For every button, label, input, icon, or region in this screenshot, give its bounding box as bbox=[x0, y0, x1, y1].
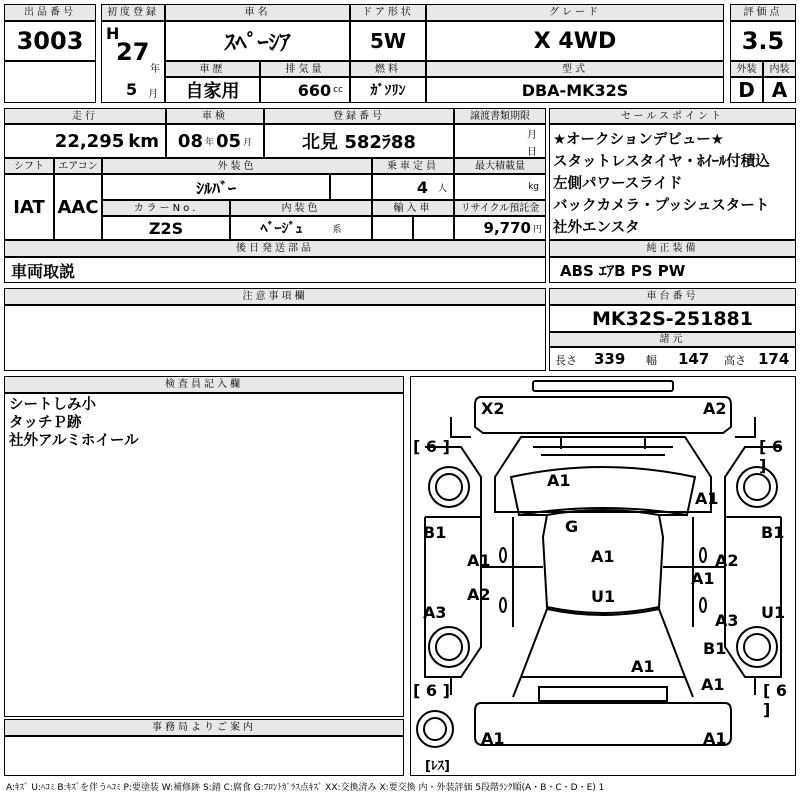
grade-header: グレード bbox=[426, 4, 724, 21]
fuel-header: 燃料 bbox=[350, 61, 426, 77]
load-header: 最大積載量 bbox=[454, 158, 546, 174]
inspection-month: 05 bbox=[216, 130, 242, 152]
length: 339 bbox=[594, 350, 626, 368]
recycle-header: リサイクル預託金 bbox=[454, 200, 546, 216]
damage-mark: A1 bbox=[591, 547, 615, 566]
inspector-note-line: シートしみ小 bbox=[9, 397, 96, 413]
recycle bbox=[454, 216, 546, 240]
door-header: ドア形状 bbox=[350, 4, 426, 21]
lot-no: 3003 bbox=[4, 21, 96, 61]
grade: X 4WD bbox=[426, 21, 724, 61]
sales-point-line: 社外エンスタ bbox=[553, 220, 640, 236]
spec-header: 諸元 bbox=[549, 332, 796, 347]
damage-mark: U1 bbox=[591, 587, 616, 606]
mileage bbox=[4, 124, 166, 158]
inspection bbox=[166, 124, 264, 158]
later-parts: 車両取説 bbox=[4, 257, 546, 283]
damage-mark: A3 bbox=[423, 603, 447, 622]
transfer-header: 譲渡書類期限 bbox=[454, 108, 546, 124]
load-unit: kg bbox=[528, 182, 539, 192]
car-name-header: 車名 bbox=[165, 4, 350, 21]
damage-mark: A1 bbox=[547, 471, 571, 490]
damage-mark: B1 bbox=[703, 639, 727, 658]
ac-header: エアコン bbox=[54, 158, 102, 174]
sales-points-header: セールスポイント bbox=[549, 108, 796, 124]
recycle-unit: 円 bbox=[532, 224, 542, 235]
shift-header: シフト bbox=[4, 158, 54, 174]
sales-point-line: ★オークションデビュー★ bbox=[553, 132, 724, 148]
reg-no-header: 登録番号 bbox=[264, 108, 454, 124]
history-header: 車歴 bbox=[165, 61, 260, 77]
inspection-year-unit: 年 bbox=[204, 137, 214, 148]
width: 147 bbox=[678, 350, 710, 368]
ext-color: ｼﾙﾊﾞｰ bbox=[102, 174, 330, 200]
ext-color-header: 外装色 bbox=[102, 158, 372, 174]
capacity-value: 4 bbox=[416, 177, 428, 197]
lot-no-blank bbox=[4, 61, 96, 103]
spare-tire: [ﾚｽ] bbox=[425, 759, 450, 774]
mileage-header: 走行 bbox=[4, 108, 166, 124]
damage-mark: X2 bbox=[481, 399, 505, 418]
notes bbox=[4, 305, 546, 371]
car-damage-diagram bbox=[410, 376, 796, 776]
damage-mark: U1 bbox=[761, 603, 786, 622]
inspector-header: 検査員記入欄 bbox=[4, 376, 404, 393]
import-left bbox=[372, 216, 413, 240]
damage-mark: A1 bbox=[691, 569, 715, 588]
first-reg-year-unit: 年 bbox=[150, 64, 160, 75]
load bbox=[454, 174, 546, 200]
first-reg-month: 5 bbox=[126, 80, 138, 99]
damage-mark: A1 bbox=[631, 657, 655, 676]
ac: AAC bbox=[54, 174, 102, 240]
equipment: ABS ｴｱB PS PW bbox=[549, 257, 796, 283]
sales-point-line: バックカメラ・プッシュスタート bbox=[553, 198, 770, 214]
exterior-header: 外装 bbox=[730, 61, 763, 77]
import-right bbox=[413, 216, 454, 240]
import-header: 輸入車 bbox=[372, 200, 454, 216]
int-color-header: 内装色 bbox=[230, 200, 372, 216]
model-header: 型式 bbox=[426, 61, 724, 77]
tire-tread-rear-right: [ 6 ] bbox=[763, 681, 788, 719]
width-label: 幅 bbox=[646, 354, 657, 367]
office-notes bbox=[4, 736, 404, 776]
damage-mark: A2 bbox=[715, 551, 739, 570]
model: DBA-MK32S bbox=[426, 77, 724, 103]
score-header: 評価点 bbox=[730, 4, 796, 21]
inspector-note-line: タッチＰ跡 bbox=[9, 415, 82, 431]
mileage-value: 22,295 bbox=[54, 130, 125, 152]
tire-tread-rear-left: [ 6 ] bbox=[413, 681, 450, 700]
first-reg-year: 27 bbox=[116, 38, 150, 66]
damage-mark: B1 bbox=[423, 523, 447, 542]
interior-grade: A bbox=[763, 77, 796, 103]
ext-color-extra bbox=[330, 174, 372, 200]
displacement-unit: cc bbox=[333, 85, 343, 95]
lot-no-header: 出品番号 bbox=[4, 4, 96, 21]
first-reg-month-unit: 月 bbox=[148, 89, 158, 100]
transfer-box bbox=[454, 124, 546, 158]
spec bbox=[549, 347, 796, 371]
first-reg-box bbox=[101, 21, 165, 103]
damage-legend: A:ｷｽﾞ U:ﾍｺﾐ B:ｷｽﾞを伴うﾍｺﾐ P:要塗装 W:補修跡 S:錆 C:腐食 G:ﾌﾛﾝﾄｶﾞﾗｽ点ｷｽﾞ XX:交換済み X:要交換 内・外装評価 5段階ﾗﾝｸ順(A・B・C・D・E) 1 bbox=[6, 783, 605, 793]
tire-tread-front-left: [ 6 ] bbox=[413, 437, 450, 456]
inspection-year: 08 bbox=[177, 130, 203, 152]
first-reg-header: 初度登録 bbox=[101, 4, 165, 21]
capacity bbox=[372, 174, 454, 200]
sales-point-line: スタットレスタイヤ・ﾎｲｰﾙ付積込 bbox=[553, 154, 770, 170]
damage-mark: B1 bbox=[761, 523, 785, 542]
damage-mark: A1 bbox=[467, 551, 491, 570]
car-name: ｽﾍﾟｰｼｱ bbox=[165, 21, 350, 61]
door: 5W bbox=[350, 21, 426, 61]
damage-mark: A1 bbox=[701, 675, 725, 694]
inspector-notes bbox=[4, 393, 404, 717]
era: H bbox=[106, 24, 120, 43]
exterior-grade: D bbox=[730, 77, 763, 103]
color-no: Z2S bbox=[102, 216, 230, 240]
int-color bbox=[230, 216, 372, 240]
interior-header: 内装 bbox=[763, 61, 796, 77]
displacement-header: 排気量 bbox=[260, 61, 350, 77]
later-parts-header: 後日発送部品 bbox=[4, 240, 546, 257]
color-no-header: カラーNo. bbox=[102, 200, 230, 216]
transfer-month: 月 bbox=[527, 130, 537, 141]
length-label: 長さ bbox=[555, 354, 577, 367]
height: 174 bbox=[758, 350, 790, 368]
inspection-header: 車検 bbox=[166, 108, 264, 124]
displacement bbox=[260, 77, 350, 103]
score: 3.5 bbox=[730, 21, 796, 61]
height-label: 高さ bbox=[724, 354, 746, 367]
displacement-value: 660 bbox=[297, 80, 332, 100]
sales-point-line: 左側パワースライド bbox=[553, 176, 683, 192]
capacity-header: 乗車定員 bbox=[372, 158, 454, 174]
history: 自家用 bbox=[165, 77, 260, 103]
transfer-day: 日 bbox=[527, 147, 537, 158]
damage-mark: A1 bbox=[481, 729, 505, 748]
damage-mark: A1 bbox=[703, 729, 727, 748]
mileage-unit: km bbox=[128, 130, 159, 152]
recycle-value: 9,770 bbox=[483, 219, 531, 237]
notes-header: 注意事項欄 bbox=[4, 288, 546, 305]
damage-mark: A2 bbox=[467, 585, 491, 604]
tire-tread-front-right: [ 6 ] bbox=[759, 437, 784, 475]
car-outline bbox=[411, 377, 795, 775]
int-color-value: ﾍﾞｰｼﾞｭ bbox=[260, 221, 303, 237]
equipment-header: 純正装備 bbox=[549, 240, 796, 257]
shift: IAT bbox=[4, 174, 54, 240]
damage-mark: G bbox=[565, 517, 579, 536]
chassis-no: MK32S-251881 bbox=[549, 305, 796, 332]
inspection-month-unit: 月 bbox=[243, 137, 253, 148]
reg-no: 北見 582ﾗ88 bbox=[264, 124, 454, 158]
damage-mark: A2 bbox=[703, 399, 727, 418]
sales-points bbox=[549, 124, 796, 240]
chassis-header: 車台番号 bbox=[549, 288, 796, 305]
inspector-note-line: 社外アルミホイール bbox=[9, 433, 139, 449]
fuel: ｶﾞｿﾘﾝ bbox=[350, 77, 426, 103]
damage-mark: A1 bbox=[695, 489, 719, 508]
int-color-unit: 系 bbox=[332, 224, 342, 235]
office-header: 事務局よりご案内 bbox=[4, 719, 404, 736]
capacity-unit: 人 bbox=[437, 183, 447, 194]
damage-mark: A3 bbox=[715, 611, 739, 630]
